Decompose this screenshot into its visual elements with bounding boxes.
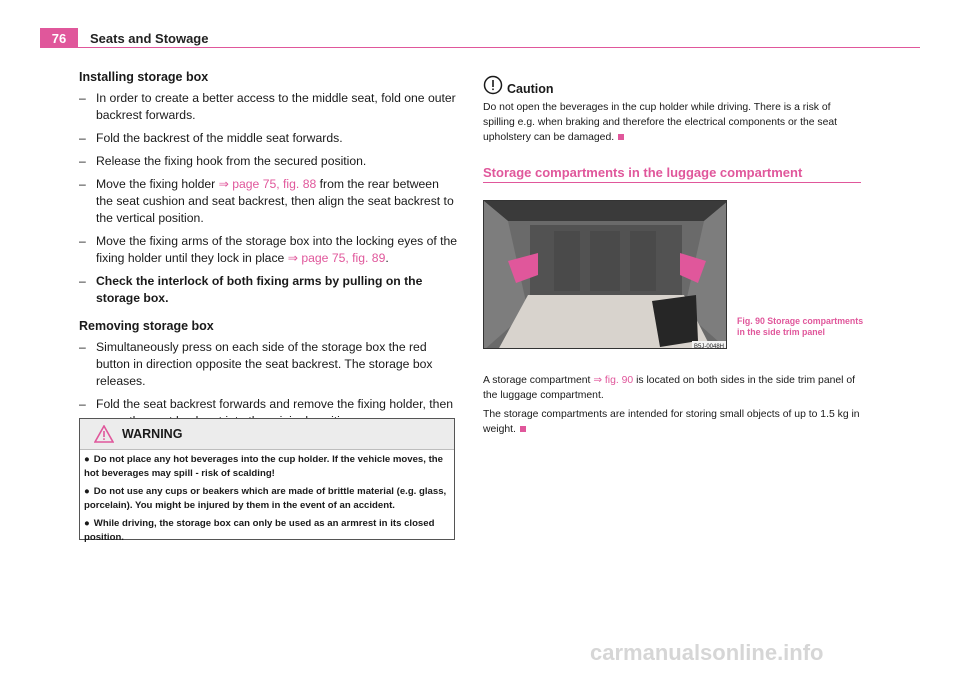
luggage-paragraph: A storage compartment ⇒ fig. 90 is located on both sides in the side trim panel of the luggage compartment. [483, 375, 856, 401]
figure-caption: Fig. 90 Storage compartments in the side trim panel [737, 316, 864, 337]
fig-90-link[interactable]: ⇒ fig. 90 [593, 375, 634, 386]
warning-title: WARNING [122, 427, 183, 441]
end-mark-icon [520, 426, 526, 432]
install-step: – Move the fixing arms of the storage box into the locking eyes of the fixing holder until they lock in place ⇒ page 75, fig. 89. [79, 234, 458, 265]
page-number: 76 [40, 28, 78, 48]
page-75-fig-89-link[interactable]: ⇒ page 75, fig. 89 [287, 251, 386, 265]
watermark: carmanualsonline.info [590, 640, 824, 665]
luggage-heading: Storage compartments in the luggage compartment [483, 165, 861, 183]
install-step: – Move the fixing holder ⇒ page 75, fig. 88 from the rear between the seat cushion and seat backrest, then align the seat backrest to the vertical position. [79, 177, 454, 225]
image-code: B5J-0048H [694, 344, 725, 349]
install-step: – Release the fixing hook from the secured position. [79, 154, 367, 168]
install-step: – In order to create a better access to the middle seat, fold one outer backrest forwards. [79, 91, 456, 122]
warning-item: ● Do not use any cups or beakers which are made of brittle material (e.g. glass, porcelain). You might be injured by them in the event of an accident. [84, 486, 447, 511]
remove-step: – Simultaneously press on each side of the storage box the red button in direction opposite the seat backrest. The storage box releases. [79, 340, 433, 388]
caution-circle-icon [483, 75, 503, 100]
caution-text: Do not open the beverages in the cup holder while driving. There is a risk of spilling e.g. when braking and therefore the electrical components or the seat upholstery can be damaged. [483, 102, 838, 143]
caution-header [483, 80, 863, 98]
end-mark-icon [618, 134, 624, 140]
left-column [79, 69, 459, 436]
warning-header [80, 419, 454, 450]
install-step: – Fold the backrest of the middle seat forwards. [79, 131, 343, 145]
warning-item: ● While driving, the storage box can only be used as an armrest in its closed position. [84, 518, 435, 543]
header-rule [40, 47, 920, 48]
warning-triangle-icon [94, 425, 114, 448]
warning-item: ● Do not place any hot beverages into the cup holder. If the vehicle moves, the hot beverages may spill - risk of scalding! [84, 454, 443, 479]
caution-title: Caution [507, 82, 554, 96]
luggage-paragraph: The storage compartments are intended for storing small objects of up to 1.5 kg in weight. [483, 409, 860, 435]
install-step-check: – Check the interlock of both fixing arms by pulling on the storage box. [79, 274, 423, 305]
remove-step: – Fold the seat backrest forwards and remove the fixing holder, then [79, 397, 454, 411]
warning-box [79, 418, 455, 543]
caution-block [483, 80, 863, 149]
removing-heading: Removing storage box [79, 319, 214, 333]
section-title: Seats and Stowage [90, 31, 209, 46]
warning-body [80, 450, 454, 545]
luggage-text [483, 373, 863, 441]
page-75-fig-88-link[interactable]: ⇒ page 75, fig. 88 [218, 177, 317, 191]
installing-heading: Installing storage box [79, 70, 209, 84]
luggage-photo [483, 200, 727, 349]
